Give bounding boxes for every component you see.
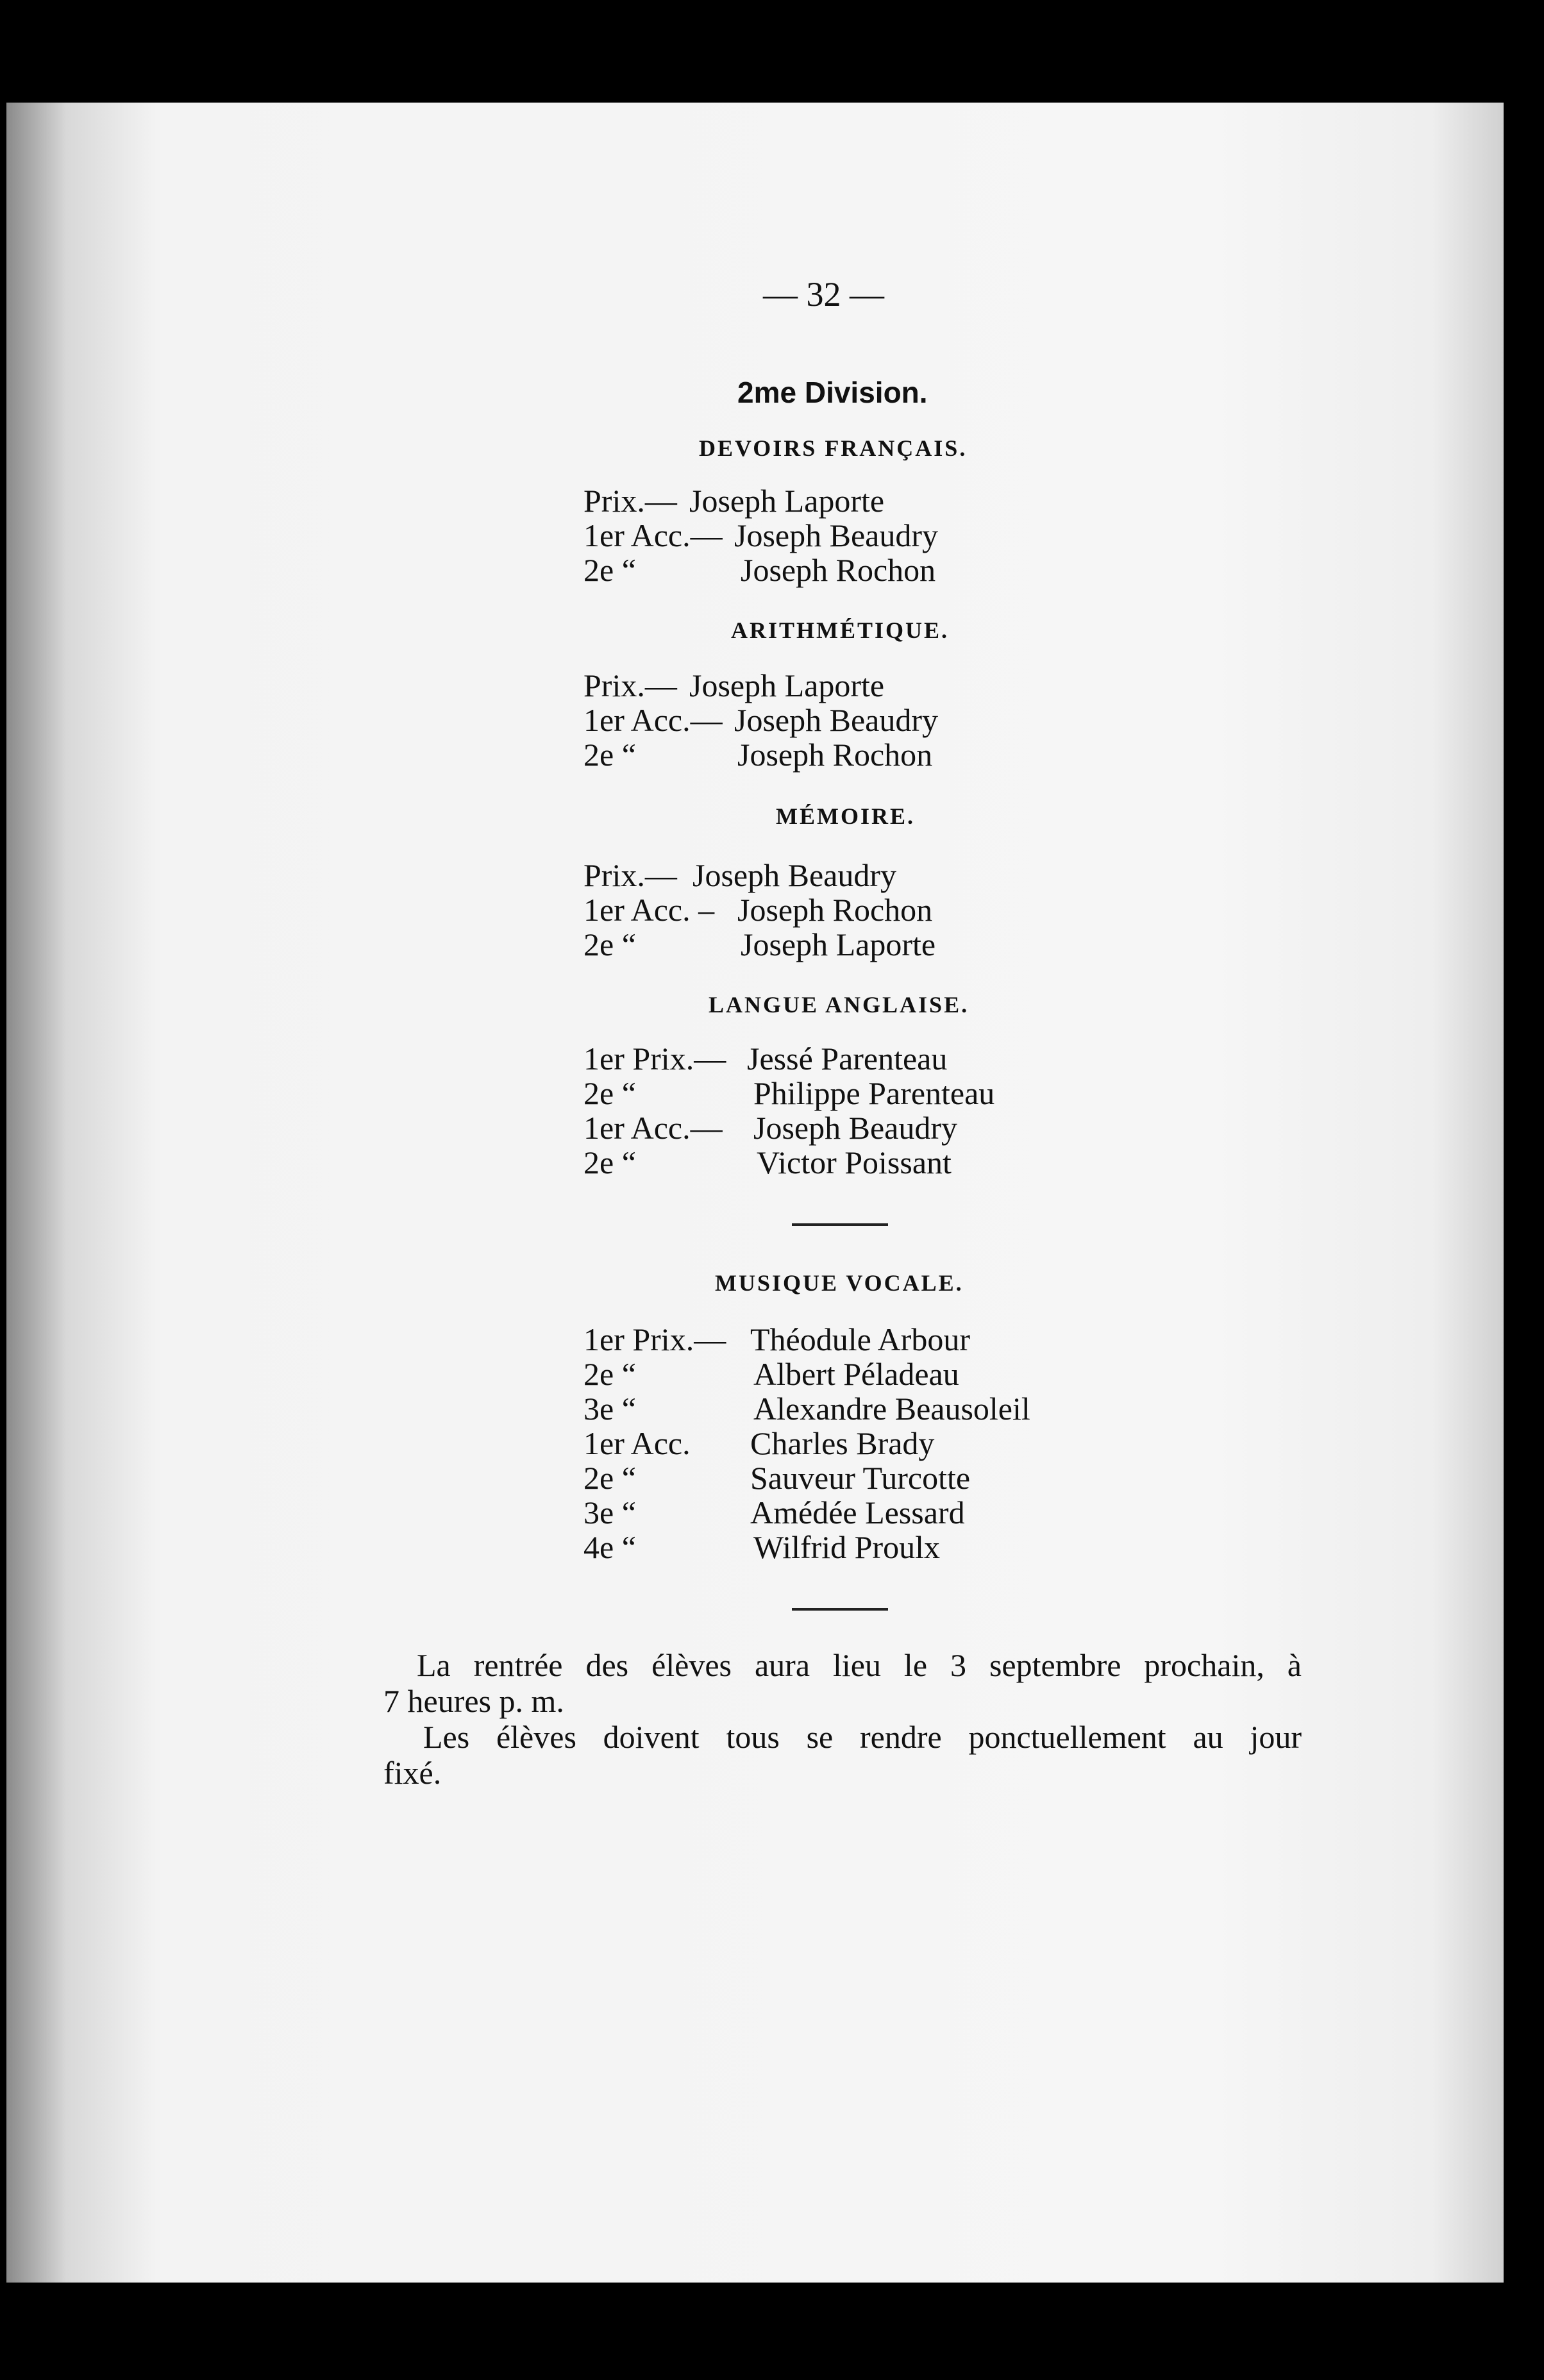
row-rank: 3e “: [583, 1495, 636, 1530]
row-rank: Prix.—: [583, 667, 677, 703]
section-heading: DEVOIRS FRANÇAIS.: [699, 435, 968, 461]
row-name: Amédée Lessard: [750, 1495, 965, 1530]
row-name: Wilfrid Proulx: [753, 1529, 941, 1565]
row-name: Théodule Arbour: [750, 1321, 970, 1357]
row-rank: 1er Acc. –: [583, 892, 715, 928]
row-name: Joseph Laporte: [741, 926, 936, 962]
row-rank: 1er Prix.—: [583, 1041, 726, 1077]
row-name: Charles Brady: [750, 1425, 935, 1461]
document-page: [6, 103, 1507, 2283]
row-rank: 1er Acc.: [583, 1425, 691, 1461]
row-name: Victor Poissant: [757, 1144, 952, 1180]
row-name: Albert Péladeau: [753, 1356, 959, 1392]
row-name: Joseph Beaudry: [753, 1110, 957, 1146]
row-rank: 1er Acc.—: [583, 1110, 723, 1146]
scan-border-bottom: [0, 2283, 1544, 2380]
row-name: Sauveur Turcotte: [750, 1460, 971, 1496]
row-rank: Prix.—: [583, 857, 677, 893]
row-rank: 1er Acc.—: [583, 517, 723, 553]
section-heading: MUSIQUE VOCALE.: [715, 1270, 964, 1296]
closing-line-2: 7 heures p. m.: [383, 1683, 564, 1719]
row-rank: 2e “: [583, 552, 636, 588]
section-divider: [792, 1223, 888, 1226]
section-heading: ARITHMÉTIQUE.: [731, 617, 950, 643]
row-rank: 2e “: [583, 737, 636, 773]
row-name: Joseph Beaudry: [692, 857, 896, 893]
row-name: Joseph Rochon: [737, 892, 933, 928]
row-rank: 3e “: [583, 1391, 636, 1427]
closing-line-3: Les élèves doivent tous se rendre ponctuellement au jour: [423, 1719, 1302, 1755]
page-number: — 32 —: [763, 275, 884, 314]
row-rank: 2e “: [583, 1460, 636, 1496]
row-rank: 2e “: [583, 1356, 636, 1392]
row-rank: 1er Prix.—: [583, 1321, 726, 1357]
section-heading: LANGUE ANGLAISE.: [709, 992, 969, 1018]
row-rank: 1er Acc.—: [583, 702, 723, 738]
row-rank: Prix.—: [583, 483, 677, 519]
row-name: Joseph Rochon: [737, 737, 933, 773]
closing-line-1: La rentrée des élèves aura lieu le 3 septembre prochain, à: [417, 1647, 1302, 1683]
scan-border-right: [1504, 0, 1544, 2380]
scan-border-top: [0, 0, 1544, 103]
row-rank: 4e “: [583, 1529, 636, 1565]
row-name: Joseph Laporte: [689, 483, 885, 519]
division-title: 2me Division.: [737, 376, 928, 409]
row-name: Jessé Parenteau: [747, 1041, 948, 1077]
row-name: Philippe Parenteau: [753, 1075, 995, 1111]
row-name: Joseph Rochon: [741, 552, 936, 588]
section-divider: [792, 1608, 888, 1611]
row-rank: 2e “: [583, 926, 636, 962]
section-heading: MÉMOIRE.: [776, 803, 915, 829]
closing-line-4: fixé.: [383, 1755, 442, 1791]
row-rank: 2e “: [583, 1075, 636, 1111]
row-rank: 2e “: [583, 1144, 636, 1180]
row-name: Joseph Beaudry: [734, 517, 938, 553]
row-name: Joseph Laporte: [689, 667, 885, 703]
row-name: Alexandre Beausoleil: [753, 1391, 1030, 1427]
row-name: Joseph Beaudry: [734, 702, 938, 738]
